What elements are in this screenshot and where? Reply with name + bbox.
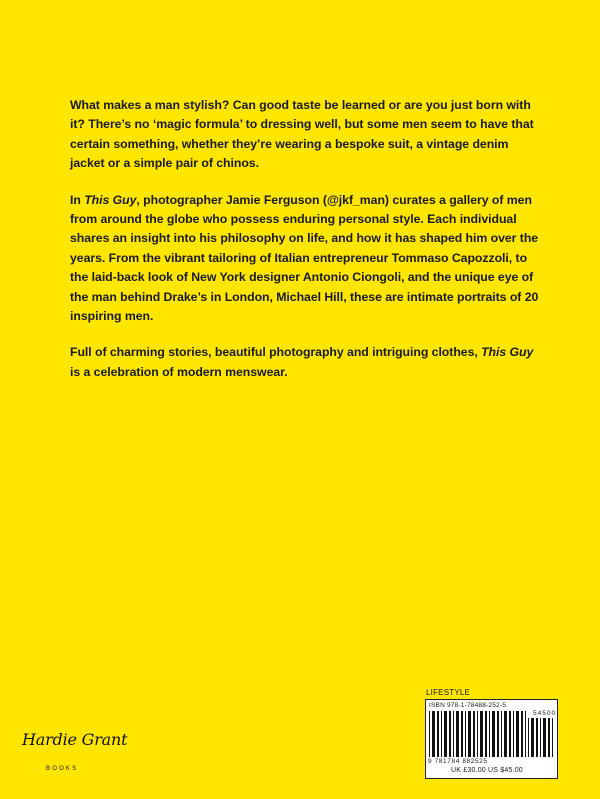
barcode-bar bbox=[540, 718, 541, 757]
barcode-bar bbox=[429, 711, 430, 757]
barcode-bar bbox=[468, 711, 471, 757]
barcode-addon-bars bbox=[528, 718, 554, 757]
back-cover-blurb bbox=[70, 96, 540, 399]
price-label: UK £30.00 US $45.00 bbox=[451, 767, 523, 774]
isbn-barcode bbox=[425, 699, 558, 779]
book-title-inline: This Guy bbox=[481, 345, 534, 360]
barcode-bar bbox=[473, 711, 475, 757]
barcode-bar bbox=[485, 711, 487, 757]
publisher-name: Hardie Grant bbox=[22, 730, 128, 749]
blurb-text: Full of charming stories, beautiful photography and intriguing clothes, bbox=[70, 345, 482, 360]
barcode-bar bbox=[501, 711, 502, 757]
blurb-paragraph-3 bbox=[70, 343, 540, 382]
blurb-text: In bbox=[70, 192, 85, 207]
barcode-bar bbox=[453, 711, 454, 757]
barcode-bar bbox=[432, 711, 435, 757]
barcode-bar bbox=[449, 711, 451, 757]
blurb-paragraph-2 bbox=[70, 191, 540, 327]
book-title-inline: This Guy bbox=[84, 192, 137, 207]
barcode-bar bbox=[509, 711, 511, 757]
barcode-bar bbox=[437, 711, 439, 757]
blurb-paragraph-1 bbox=[70, 96, 540, 174]
barcode-bar bbox=[461, 711, 463, 757]
barcode-bar bbox=[536, 718, 538, 757]
publisher-subtitle: BOOKS bbox=[46, 766, 79, 772]
barcode-bar bbox=[525, 711, 526, 757]
barcode-digits: 9 781784 882525 bbox=[428, 758, 488, 765]
barcode-bar bbox=[477, 711, 478, 757]
barcode-bar bbox=[521, 711, 523, 757]
blurb-text: is a celebration of modern menswear. bbox=[70, 364, 288, 379]
category-label: LIFESTYLE bbox=[426, 688, 471, 697]
blurb-text: What makes a man stylish? Can good taste be learned or are you just born with it? There’s no ‘magic formula’ to dressing well, but some men seem to have that certain something, whether they’re wearing a bespoke suit, a vintage denim jacket or a simple pair of chinos. bbox=[70, 98, 534, 171]
barcode-addon-code: 54500 bbox=[533, 710, 557, 717]
barcode-bar bbox=[480, 711, 483, 757]
barcode-bar bbox=[444, 711, 447, 757]
barcode-bar bbox=[489, 711, 490, 757]
barcode-bar bbox=[543, 718, 546, 757]
barcode-bar bbox=[531, 718, 534, 757]
barcode-bars bbox=[429, 711, 527, 757]
barcode-bar bbox=[504, 711, 507, 757]
isbn-label: ISBN 978-1-78488-252-5 bbox=[429, 702, 507, 709]
barcode-bar bbox=[552, 718, 553, 757]
barcode-bar bbox=[456, 711, 459, 757]
barcode-bar bbox=[513, 711, 514, 757]
barcode-bar bbox=[528, 718, 529, 757]
barcode-bar bbox=[465, 711, 466, 757]
barcode-bar bbox=[516, 711, 519, 757]
barcode-bar bbox=[492, 711, 495, 757]
barcode-bar bbox=[548, 718, 550, 757]
blurb-text: , photographer Jamie Ferguson (@jkf_man) curates a gallery of men from around the globe who possess enduring personal style. Each individual shares an insight into his philosophy on life, and how it has shaped him over the years. From the vibrant tailoring of Italian entrepreneur Tommaso Capozzoli, to the laid-back look of New York designer Antonio Ciongoli, and the unique eye of the man behind Drake’s in London, Michael Hill, these are intimate portraits of 20 inspiring men. bbox=[70, 192, 539, 324]
barcode-bar bbox=[441, 711, 442, 757]
barcode-bar bbox=[497, 711, 499, 757]
